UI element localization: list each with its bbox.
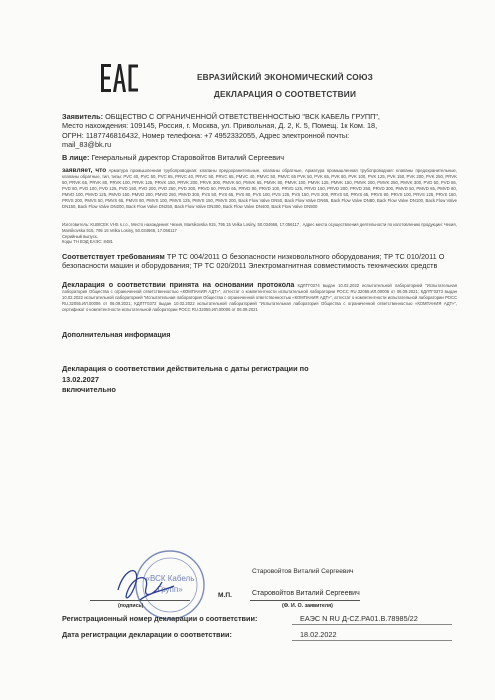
registration-number-value: ЕАЭС N RU Д-CZ.PA01.B.78985/22 [300,614,418,623]
applicant-email: mail_83@bk.ru [62,140,112,150]
name-caption: (Ф. И. О. заявителя) [282,603,333,609]
signer-name: Старовойтов Виталий Сергеевич [252,590,360,597]
name-line [250,600,360,601]
representative-value: Генеральный директор Старовойтов Виталий Сергеевич [91,153,285,162]
document-header [170,72,400,99]
representative-block [62,153,457,162]
stamp-place-label: М.П. [218,592,232,599]
eac-mark-icon [100,63,140,93]
signature-caption: (подпись) [118,603,144,609]
svg-text:«ВСК Кабель: «ВСК Кабель [145,574,195,583]
registration-number-rule [292,624,452,625]
applicant-label: Заявитель: [62,112,104,121]
validity-line2: включительно [62,385,116,394]
tnved-codes: Коды ТН ВЭД ЕАЭС: 8481 [62,239,113,245]
basis-block [62,282,457,313]
representative-label: В лице: [62,153,90,162]
signature-line [90,600,190,601]
basis-label: Декларация о соответствии принята на основании протокола [62,280,295,289]
declares-label: заявляет, что [62,167,107,174]
production-type: Серийный выпуск, [62,233,98,239]
signer-name-above: Старовойтов Виталий Сергеевич [252,568,354,575]
additional-info-heading: Дополнительная информация [62,330,171,339]
manufacturer-block [62,222,457,245]
requirements-block [62,252,457,271]
union-title: ЕВРАЗИЙСКИЙ ЭКОНОМИЧЕСКИЙ СОЮЗ [196,72,374,82]
registration-number-label: Регистрационный номер декларации о соответствии: [62,614,258,623]
registration-number-row [62,614,447,623]
applicant-block [62,112,457,150]
svg-text:Групп»: Групп» [157,585,183,594]
requirements-text: ТР ТС 004/2011 О безопасности низковольтного оборудования; ТР ТС 010/2011 О безопасности машин и оборудования; ТР ТС 020/2011 Электромагнитная совместимость технических средств [62,252,445,271]
registration-date-value: 18.02.2022 [300,630,337,639]
validity-line1: Декларация о соответствии действительна с даты регистрации по 13.02.2027 [62,364,309,384]
registration-date-row [62,630,447,639]
basis-text: КДЛТГ0374 выдан 10.02.2022 испытательной лабораторией "Испытательная лаборатория Общества с ограниченной ответственностью «КОМПАНИЯ АДТ»", аттестат о компетентности испытательной лаборатории РОСС RU.32055.ИЛ.00006 от 06.09.2021; КДЛТГ0373 выдан 10.02.2022 испытательной лабораторией "Испытательная лаборатория Общества с ограниченной ответственностью «КОМПАНИЯ АДТ»", аттестат о компетентности испытательной лаборатории РОСС RU.32055.ИЛ.00006 от 06.09.2021; КДЛТГ0372 выдан 10.02.2022 испытательной лабораторией "Испытательная лаборатория Общества с ограниченной ответственностью «КОМПАНИЯ АДТ»", сертификат о компетентности испытательной лаборатории РОСС RU.32055.ИЛ.00006 от 06.09.2021 [62,283,458,312]
document-title: ДЕКЛАРАЦИЯ О СООТВЕТСТВИИ [213,89,357,99]
requirements-label: Соответствует требованиям [62,252,165,261]
validity-block [62,364,342,396]
applicant-name: ОБЩЕСТВО С ОГРАНИЧЕННОЙ ОТВЕТСТВЕННОСТЬЮ "ВСК КАБЕЛЬ ГРУПП", [105,112,380,121]
applicant-contacts: ОГРН: 1187746816432, Номер телефона: +7 4952332055, Адрес электронной почты: [62,130,350,140]
product-description [62,168,457,210]
registration-date-rule [292,640,452,641]
manufacturer-info: Изготовитель: KUBICEK VHS s.r.o., Место нахождения: Чехия, Marsikovska 915, 795 15 Velka Losiny, 50.034666, 17.056117 , Адрес места осуществления деятельности по изготовлению продукции: Чехия, Marsikovska 915, 795 15 Velka Losiny, 50.034666, 17.056117 [62,222,457,233]
applicant-address: Место нахождения: 109145, Россия, г. Москва, ул. Привольная, Д. 2, К. 5, Помещ. 1к Ком. 18, [62,121,378,131]
product-list: Арматура промышленная трубопроводная: клапаны предохранительные, клапаны обратные, Арматура промышленная трубопроводная: клапаны предохранительные, клапаны обратные, тип, типы: PVC 40, PVC 50, PVC 65, PRVC 40, PRVC 50, PRVC 65, PMVC 40, PMVC 50, PMVC 65 PVK 50, PVK 65, PVK 80, PVK 100, PVK 125, PVK 150, PVK 200, PVK 250, PRVK 50, PRVK 65, PRVK 80, PRVK 100, PRVK 125, PRVK 150, PRVK 200, PRVK 300, PMVK 50, PMVK 65, PMVK 80, PMVK 100, PMVK 125, PMVK 150, PMVK 200, PMVK 250, PMVK 300, PVD 50, PVD 65, PVD 80, PVD 100, PVD 125, PVD 150, PVD 200, PVD 250, PVD 300, PRVD 50, PRVD 65, PRVD 80, PRVD 100, PRVD 125, PRVD 150, PRVD 200, PRVD 250, PRVD 300, PMVD 50, PMVD 65, PMVD 80, PMVD 100, PMVD 125, PMVD 150, PMVD 200, PMVD 250, PMVD 300, PVS 50, PVS 65, PVS 80, PVS 100, PVS 125, PVS 150, PVS 200, PRVS 50, PRVS 65, PRVS 80, PRVS 100, PRVS 125, PRVS 150, PRVS 200, PMVS 50, PMVS 65, PMVS 80, PMVS 100, PMVS 125, PMVS 150, PMVS 200, Back Flow Valve DN50, Back Flow Valve DN65, Back Flow Valve DN80, Back Flow Valve DN100, Back Flow Valve DN150, Back Flow Valve DN200, Back Flow Valve DN250, Back Flow Valve DN300, Back Flow Valve DN400, Back Flow Valve DN500 [62,168,457,209]
registration-date-label: Дата регистрации декларации о соответствии: [62,630,232,639]
